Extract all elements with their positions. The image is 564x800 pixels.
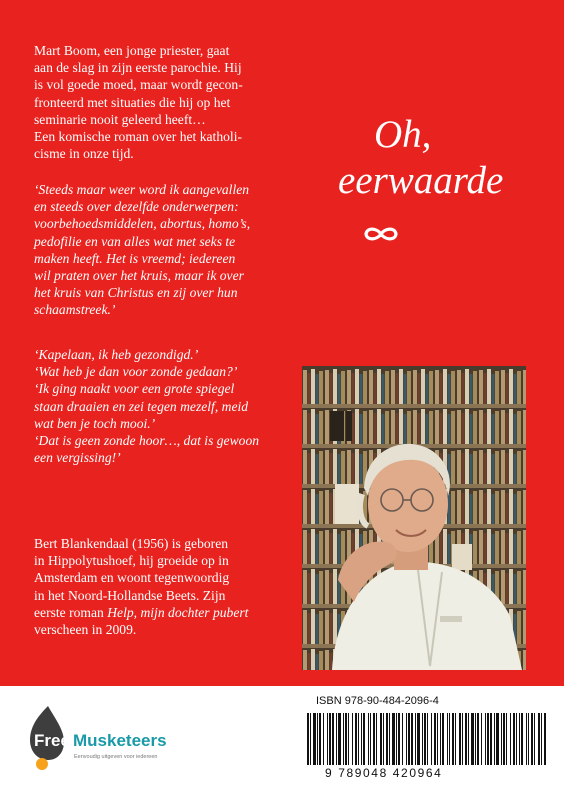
barcode-bar [380,713,382,765]
barcode-bar [392,713,395,765]
barcode-bar [442,713,444,765]
barcode-bar [358,713,359,765]
barcode-bar [427,713,428,765]
barcode-bar [490,713,492,765]
barcode-bar [352,713,353,765]
barcode-bar [534,713,535,765]
barcode-bar [434,713,436,765]
barcode-bar [343,713,344,765]
barcode-bar [383,713,384,765]
barcode-bar [307,713,309,765]
bio-line: verscheen in 2009. [34,622,137,638]
blurb-line: fronteerd met situaties die hij op het [34,94,231,110]
quote-line: pedofilie en van alles wat met seks te [34,233,236,249]
quote-line: maken heeft. Het is vreemd; iedereen [34,250,236,266]
blurb-line: Mart Boom, een jonge priester, gaat [34,43,230,58]
barcode-bar [471,713,474,765]
barcode-bar [319,713,321,765]
bio-line [34,604,248,621]
barcode-bar [440,713,441,765]
barcode-bar [516,713,517,765]
barcode-bar [477,713,479,765]
barcode-bar [455,713,456,765]
barcode-bar [459,713,461,765]
quote-excerpt-1 [34,181,250,319]
blurb-line: cisme in onze tijd. [34,146,134,162]
publisher-tagline: Eenvoudig uitgeven voor iedereen [74,754,158,760]
barcode-bar [468,713,469,765]
barcode-bar [355,713,357,765]
barcode-bar [332,713,334,765]
barcode-bar [431,713,432,765]
barcode-bar [526,713,527,765]
barcode-bar [503,713,505,765]
title-line-1: Oh, [374,113,432,156]
barcode-bar [402,713,403,765]
barcode-bar [501,713,502,765]
barcode-bar [528,713,529,765]
barcode-bar [408,713,410,765]
barcode-bar [363,713,365,765]
barcode-bar [323,713,324,765]
blurb-text [34,42,243,162]
quote-line: staan draaien en zei tegen mezelf, meid [34,398,249,414]
quote-line: wat ben je toch mooi.’ [34,415,156,431]
isbn-label: ISBN 978-90-484-2096-4 [316,695,439,707]
barcode-bar [485,713,486,765]
barcode-bar [521,713,523,765]
barcode-bar [475,713,476,765]
previous-book-title: Help, mijn dochter pubert [107,604,249,620]
quote-line: het kruis van Christus en zij over hun [34,285,238,301]
barcode-bar [406,713,407,765]
barcode-bar [447,713,448,765]
barcode-bar [449,713,450,765]
barcode-bar [452,713,454,765]
barcode-bar [313,713,316,765]
bio-line: Bert Blankendaal (1956) is geboren [34,536,229,551]
barcode-bar [541,713,542,765]
barcode-bar [348,713,349,765]
barcode-bar [398,713,400,765]
barcode-bar [327,713,328,765]
blurb-line: is vol goede moed, maar wordt gecon- [34,77,243,93]
bio-line: in het Noord-Hollandse Beets. Zijn [34,587,226,603]
publisher-name-musketeers: Musketeers [73,731,167,750]
barcode-bar [510,713,511,765]
barcode-bar [496,713,499,765]
quote-line: ‘Ik ging naakt voor een grote spiegel [34,381,235,397]
bio-line: Amsterdam en woont tegenwoordig [34,570,230,586]
publisher-logo [26,704,236,788]
barcode-bar [424,713,426,765]
barcode-bar [376,713,377,765]
quote-excerpt-2 [34,346,259,466]
barcode-bar [465,713,467,765]
publisher-name-free: Free [34,731,70,750]
barcode-bar [373,713,375,765]
quote-line: ‘Kapelaan, ik heb gezondigd.’ [34,347,199,362]
barcode-bar [389,713,390,765]
blurb-line: Een komische roman over het katholi- [34,129,242,145]
barcode-bar [338,713,341,765]
bio-line: in Hippolytushoef, hij groeide op in [34,553,229,569]
barcode-bar [345,713,347,765]
barcode-digits: 9 789048 420964 [325,766,443,780]
barcode-bar [531,713,533,765]
barcode-bar [487,713,489,765]
blurb-line: aan de slag in zijn eerste parochie. Hij [34,60,242,76]
barcode-bar [481,713,482,765]
quote-line: wil praten over het kruis, maar ik over [34,268,244,284]
quote-line: ‘Dat is geen zonde hoor…, dat is gewoon [34,433,260,449]
barcode-bar [415,713,416,765]
barcode-bar [317,713,318,765]
author-photo-image [302,366,526,670]
author-photo [302,366,526,670]
barcode-bar [437,713,438,765]
barcode-bar [336,713,337,765]
quote-line: en steeds over dezelfde onderwerpen: [34,199,239,215]
barcode-bar [494,713,495,765]
barcode-bar [422,713,423,765]
barcode-bar [370,713,371,765]
quote-line: ‘Steeds maar weer word ik aangevallen [34,182,250,197]
barcode-bar [329,713,331,765]
bio-text: eerste roman [34,604,108,620]
barcode-bar [411,713,413,765]
barcode-bar [386,713,388,765]
barcode-bar [519,713,520,765]
barcode-bar [396,713,397,765]
barcode-bar [368,713,369,765]
title-line-2: eerwaarde [338,159,504,202]
barcode-bar [361,713,362,765]
book-title [338,112,503,204]
barcode-bar [417,713,420,765]
barcode-bar [544,713,546,765]
quote-line: schaamstreek.’ [34,302,116,318]
quote-line: ‘Wat heb je dan voor zonde gedaan?’ [34,364,238,380]
quote-line: voorbehoedsmiddelen, abortus, homo’s, [34,216,251,232]
infinity-icon [362,226,400,242]
quote-line: een vergissing!’ [34,450,121,466]
barcode-bar [462,713,463,765]
ean-barcode [307,713,547,765]
barcode-bar [538,713,540,765]
author-bio [34,535,248,638]
blurb-line: seminarie nooit geleerd heeft… [34,111,206,127]
barcode-bar [513,713,515,765]
barcode-bar [310,713,311,765]
barcode-bar [506,713,507,765]
